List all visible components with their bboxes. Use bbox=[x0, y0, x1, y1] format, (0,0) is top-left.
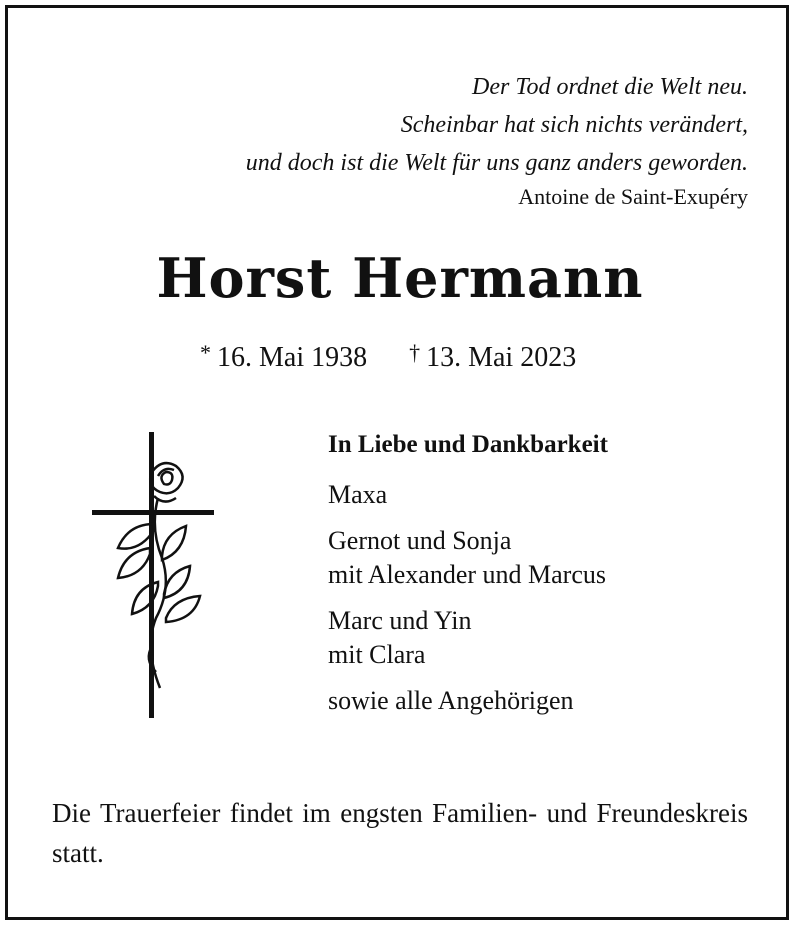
family-line: mit Clara bbox=[328, 640, 426, 669]
birth-date: 16. Mai 1938 bbox=[217, 342, 368, 373]
family-line: Gernot und Sonja bbox=[328, 526, 512, 555]
family-line: Maxa bbox=[328, 480, 388, 509]
cross-with-rose-icon bbox=[88, 432, 220, 722]
family-line: Marc und Yin bbox=[328, 606, 472, 635]
family-block bbox=[328, 428, 608, 730]
quote-line-1: Der Tod ordnet die Welt neu. bbox=[472, 74, 748, 100]
family-group bbox=[328, 684, 608, 718]
family-line: sowie alle Angehörigen bbox=[328, 686, 574, 715]
family-group bbox=[328, 478, 608, 512]
family-group bbox=[328, 604, 608, 672]
family-heading: In Liebe und Dankbarkeit bbox=[328, 431, 608, 458]
quote-block bbox=[246, 68, 748, 182]
deceased-name: Horst Hermann bbox=[156, 246, 644, 310]
quote-line-3: und doch ist die Welt für uns ganz anders geworden. bbox=[245, 150, 748, 176]
quote-line-2: Scheinbar hat sich nichts verändert, bbox=[400, 112, 748, 138]
quote-author: Antoine de Saint-Exupéry bbox=[518, 184, 748, 209]
death-symbol: † bbox=[409, 340, 421, 365]
death-date: 13. Mai 2023 bbox=[426, 342, 577, 373]
family-group bbox=[328, 524, 608, 592]
family-line: mit Alexander und Marcus bbox=[328, 560, 606, 589]
funeral-notice: Die Trauerfeier findet im engsten Familien- und Freundeskreis statt. bbox=[52, 798, 748, 868]
birth-symbol: * bbox=[200, 340, 211, 365]
life-dates bbox=[200, 340, 576, 374]
